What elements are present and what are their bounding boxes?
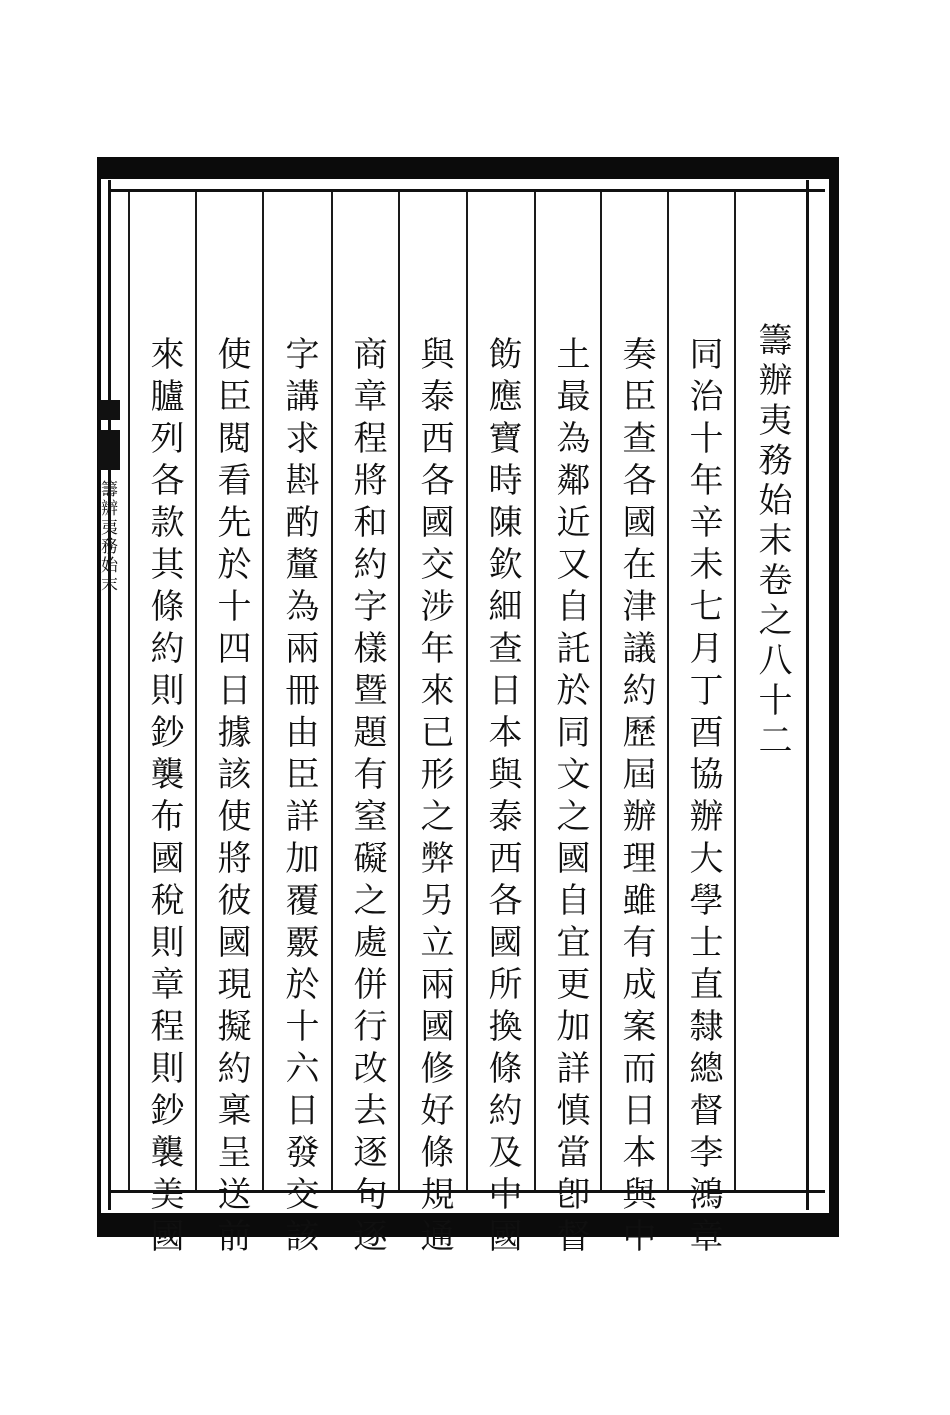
margin-title: 籌辦夷務始末 — [97, 480, 117, 594]
text-column-3: 土最為鄰近又自託於同文之國自宜更加詳慎當卽督 — [550, 336, 590, 1260]
column-rule — [262, 192, 264, 1190]
page-frame — [97, 157, 839, 1237]
column-rule — [734, 192, 736, 1190]
inner-border-left — [108, 180, 111, 1210]
chapter-title: 籌辦夷務始末卷之八十二 — [752, 322, 792, 762]
column-rule — [534, 192, 536, 1190]
text-column-8: 使臣閱看先於十四日據該使將彼國現擬約稟呈送前 — [211, 336, 251, 1260]
text-column-2: 奏臣查各國在津議約歷屆辦理雖有成案而日本與中 — [616, 336, 656, 1260]
margin-blot — [98, 430, 120, 470]
text-column-4: 飭應寶時陳欽細查日本與泰西各國所換條約及中國 — [482, 336, 522, 1260]
text-column-5: 與泰西各國交涉年來已形之弊另立兩國修好條規通 — [414, 336, 454, 1260]
column-rule — [398, 192, 400, 1190]
text-column-1: 同治十年辛未七月丁酉協辦大學士直隸總督李鴻章 — [683, 336, 723, 1260]
column-rule — [195, 192, 197, 1190]
inner-border-right — [806, 180, 809, 1210]
column-rule — [331, 192, 333, 1190]
column-rule — [600, 192, 602, 1190]
text-column-6: 商章程將和約字樣暨題有窒礙之處併行改去逐句逐 — [347, 336, 387, 1260]
text-column-9: 來臚列各款其條約則鈔襲布國稅則章程則鈔襲美國 — [144, 336, 184, 1260]
column-rule — [466, 192, 468, 1190]
margin-blot — [98, 400, 120, 420]
column-rule — [128, 192, 130, 1190]
column-rule — [667, 192, 669, 1190]
text-column-7: 字講求斟酌釐為兩冊由臣詳加覆覈於十六日發交該 — [279, 336, 319, 1260]
